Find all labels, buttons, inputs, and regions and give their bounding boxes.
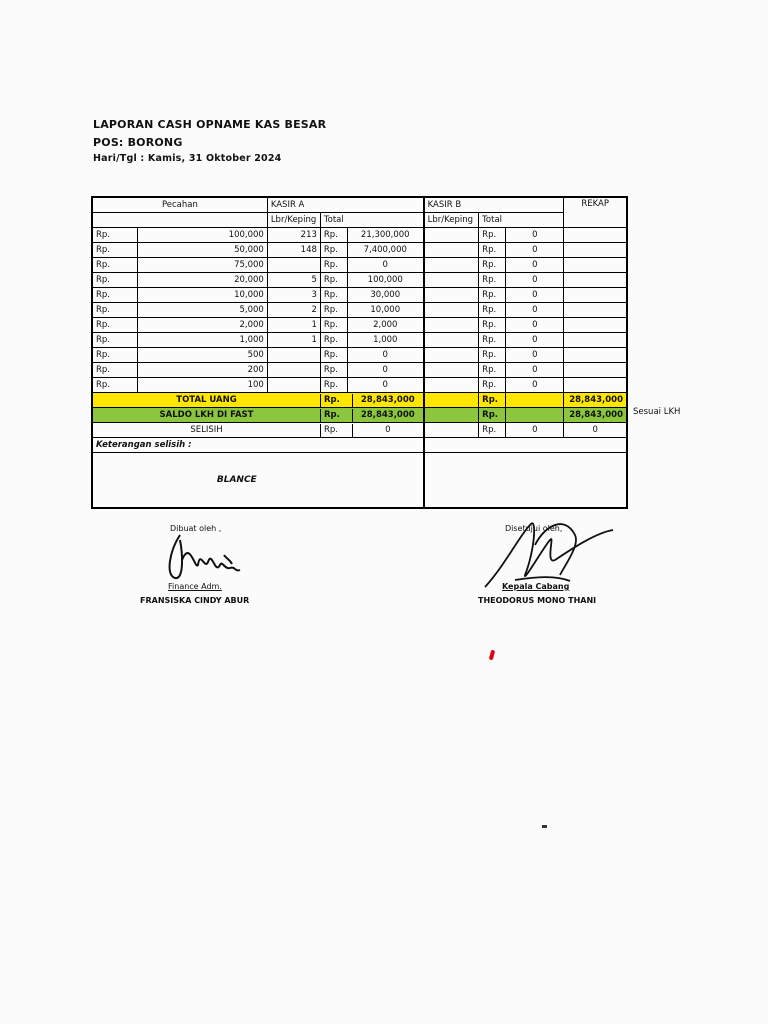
saldo-a: 28,843,000 bbox=[352, 409, 423, 422]
total-uang-rp-a: Rp. bbox=[320, 394, 352, 407]
table-row bbox=[92, 333, 627, 348]
total-a-cell: 21,300,000 bbox=[347, 228, 423, 243]
selisih-label: SELISIH bbox=[190, 424, 223, 435]
selisih-rp-a: Rp. bbox=[320, 424, 352, 437]
qty-a-cell bbox=[267, 363, 320, 378]
total-uang-a: 28,843,000 bbox=[352, 394, 423, 407]
table-row bbox=[92, 318, 627, 333]
rp-a-cell: Rp. bbox=[320, 228, 347, 243]
keterangan-label: Keterangan selisih : bbox=[92, 438, 424, 453]
rp-b-cell: Rp. bbox=[479, 258, 506, 273]
table-row bbox=[92, 378, 627, 393]
saldo-rp-a: Rp. bbox=[320, 409, 352, 422]
currency-cell: Rp. bbox=[92, 333, 137, 348]
table-row bbox=[92, 288, 627, 303]
qty-a-cell: 5 bbox=[267, 273, 320, 288]
rekap-cell bbox=[564, 333, 627, 348]
total-uang-rekap: 28,843,000 bbox=[564, 393, 627, 408]
denomination-cell: 10,000 bbox=[137, 288, 267, 303]
denomination-cell: 500 bbox=[137, 348, 267, 363]
cash-opname-table bbox=[91, 196, 628, 509]
qty-a-cell: 1 bbox=[267, 333, 320, 348]
total-a-cell: 0 bbox=[347, 348, 423, 363]
table-row bbox=[92, 243, 627, 258]
keterangan-right-box bbox=[424, 453, 627, 509]
selisih-blank-b bbox=[424, 423, 479, 438]
currency-cell: Rp. bbox=[92, 243, 137, 258]
currency-cell: Rp. bbox=[92, 363, 137, 378]
rekap-cell bbox=[564, 378, 627, 393]
header-blank bbox=[92, 213, 267, 228]
date-label: Hari/Tgl : Kamis, 31 Oktober 2024 bbox=[93, 153, 282, 164]
qty-a-cell: 3 bbox=[267, 288, 320, 303]
speck bbox=[542, 825, 547, 828]
rekap-cell bbox=[564, 288, 627, 303]
qty-b-cell bbox=[424, 363, 479, 378]
header-kasir-a: KASIR A bbox=[267, 197, 423, 213]
selisih-rp-b: Rp. bbox=[479, 423, 506, 438]
selisih-a: 0 bbox=[352, 424, 423, 437]
total-uang-b bbox=[506, 393, 564, 408]
header-total-b: Total bbox=[479, 213, 564, 228]
currency-cell: Rp. bbox=[92, 303, 137, 318]
total-b-cell: 0 bbox=[506, 348, 564, 363]
total-uang-label: TOTAL UANG bbox=[176, 394, 237, 405]
saldo-blank-b bbox=[424, 408, 479, 423]
rp-b-cell: Rp. bbox=[479, 363, 506, 378]
rp-b-cell: Rp. bbox=[479, 273, 506, 288]
qty-a-cell: 2 bbox=[267, 303, 320, 318]
rp-a-cell: Rp. bbox=[320, 288, 347, 303]
keterangan-value: BLANCE bbox=[92, 453, 424, 509]
rp-a-cell: Rp. bbox=[320, 348, 347, 363]
rp-a-cell: Rp. bbox=[320, 378, 347, 393]
total-b-cell: 0 bbox=[506, 333, 564, 348]
rp-a-cell: Rp. bbox=[320, 303, 347, 318]
total-b-cell: 0 bbox=[506, 243, 564, 258]
qty-b-cell bbox=[424, 258, 479, 273]
total-b-cell: 0 bbox=[506, 228, 564, 243]
header-lbr-a: Lbr/Keping bbox=[267, 213, 320, 228]
qty-a-cell: 1 bbox=[267, 318, 320, 333]
right-sig-caption: Disetujui oleh, bbox=[505, 524, 563, 533]
rp-a-cell: Rp. bbox=[320, 363, 347, 378]
denomination-cell: 50,000 bbox=[137, 243, 267, 258]
report-title: LAPORAN CASH OPNAME KAS BESAR bbox=[93, 118, 327, 131]
qty-a-cell: 213 bbox=[267, 228, 320, 243]
left-sig-name: FRANSISKA CINDY ABUR bbox=[140, 596, 250, 605]
rp-b-cell: Rp. bbox=[479, 303, 506, 318]
currency-cell: Rp. bbox=[92, 258, 137, 273]
rp-a-cell: Rp. bbox=[320, 318, 347, 333]
qty-b-cell bbox=[424, 288, 479, 303]
currency-cell: Rp. bbox=[92, 318, 137, 333]
rp-b-cell: Rp. bbox=[479, 348, 506, 363]
currency-cell: Rp. bbox=[92, 288, 137, 303]
total-b-cell: 0 bbox=[506, 273, 564, 288]
total-a-cell: 7,400,000 bbox=[347, 243, 423, 258]
rp-a-cell: Rp. bbox=[320, 333, 347, 348]
right-sig-role: Kepala Cabang bbox=[502, 582, 570, 591]
table-row bbox=[92, 303, 627, 318]
total-b-cell: 0 bbox=[506, 378, 564, 393]
denomination-cell: 1,000 bbox=[137, 333, 267, 348]
header-rekap: REKAP bbox=[564, 197, 627, 228]
rekap-cell bbox=[564, 363, 627, 378]
qty-a-cell: 148 bbox=[267, 243, 320, 258]
rp-b-cell: Rp. bbox=[479, 243, 506, 258]
table-row bbox=[92, 258, 627, 273]
total-b-cell: 0 bbox=[506, 303, 564, 318]
keterangan-blank bbox=[424, 438, 627, 453]
table-row bbox=[92, 348, 627, 363]
currency-cell: Rp. bbox=[92, 348, 137, 363]
denomination-cell: 2,000 bbox=[137, 318, 267, 333]
denomination-cell: 20,000 bbox=[137, 273, 267, 288]
rekap-cell bbox=[564, 243, 627, 258]
qty-a-cell bbox=[267, 348, 320, 363]
qty-b-cell bbox=[424, 348, 479, 363]
total-a-cell: 100,000 bbox=[347, 273, 423, 288]
rp-a-cell: Rp. bbox=[320, 273, 347, 288]
selisih-rekap: 0 bbox=[564, 423, 627, 438]
denomination-cell: 5,000 bbox=[137, 303, 267, 318]
rekap-cell bbox=[564, 228, 627, 243]
saldo-rekap: 28,843,000 bbox=[564, 408, 627, 423]
total-a-cell: 30,000 bbox=[347, 288, 423, 303]
saldo-label: SALDO LKH DI FAST bbox=[159, 409, 254, 420]
saldo-rp-b: Rp. bbox=[479, 408, 506, 423]
side-note: Sesuai LKH bbox=[633, 407, 681, 417]
rekap-cell bbox=[564, 318, 627, 333]
rp-b-cell: Rp. bbox=[479, 228, 506, 243]
selisih-row bbox=[92, 423, 424, 438]
rekap-cell bbox=[564, 348, 627, 363]
denomination-cell: 75,000 bbox=[137, 258, 267, 273]
rp-b-cell: Rp. bbox=[479, 378, 506, 393]
left-signature bbox=[150, 520, 260, 590]
currency-cell: Rp. bbox=[92, 228, 137, 243]
total-b-cell: 0 bbox=[506, 288, 564, 303]
rekap-cell bbox=[564, 258, 627, 273]
total-b-cell: 0 bbox=[506, 363, 564, 378]
total-uang-blank-b bbox=[424, 393, 479, 408]
rp-a-cell: Rp. bbox=[320, 243, 347, 258]
total-a-cell: 2,000 bbox=[347, 318, 423, 333]
rp-b-cell: Rp. bbox=[479, 318, 506, 333]
left-sig-role: Finance Adm. bbox=[168, 582, 222, 591]
total-a-cell: 1,000 bbox=[347, 333, 423, 348]
table-row bbox=[92, 273, 627, 288]
table-row bbox=[92, 363, 627, 378]
header-total-a: Total bbox=[320, 213, 423, 228]
saldo-row bbox=[92, 408, 424, 423]
red-mark bbox=[489, 650, 495, 661]
rp-b-cell: Rp. bbox=[479, 288, 506, 303]
qty-b-cell bbox=[424, 273, 479, 288]
qty-b-cell bbox=[424, 303, 479, 318]
total-a-cell: 10,000 bbox=[347, 303, 423, 318]
denomination-cell: 100,000 bbox=[137, 228, 267, 243]
pos-label: POS: BORONG bbox=[93, 136, 183, 149]
qty-b-cell bbox=[424, 243, 479, 258]
currency-cell: Rp. bbox=[92, 273, 137, 288]
total-a-cell: 0 bbox=[347, 378, 423, 393]
currency-cell: Rp. bbox=[92, 378, 137, 393]
selisih-b: 0 bbox=[506, 423, 564, 438]
total-a-cell: 0 bbox=[347, 363, 423, 378]
total-uang-row bbox=[92, 393, 424, 408]
qty-a-cell bbox=[267, 378, 320, 393]
header-pecahan: Pecahan bbox=[92, 197, 267, 213]
qty-b-cell bbox=[424, 228, 479, 243]
table-row bbox=[92, 228, 627, 243]
rp-a-cell: Rp. bbox=[320, 258, 347, 273]
qty-b-cell bbox=[424, 333, 479, 348]
left-sig-caption: Dibuat oleh , bbox=[170, 524, 222, 533]
qty-b-cell bbox=[424, 378, 479, 393]
qty-b-cell bbox=[424, 318, 479, 333]
denomination-cell: 200 bbox=[137, 363, 267, 378]
saldo-b bbox=[506, 408, 564, 423]
rp-b-cell: Rp. bbox=[479, 333, 506, 348]
total-b-cell: 0 bbox=[506, 318, 564, 333]
rekap-cell bbox=[564, 303, 627, 318]
total-a-cell: 0 bbox=[347, 258, 423, 273]
header-kasir-b: KASIR B bbox=[424, 197, 564, 213]
total-uang-rp-b: Rp. bbox=[479, 393, 506, 408]
header-lbr-b: Lbr/Keping bbox=[424, 213, 479, 228]
denomination-cell: 100 bbox=[137, 378, 267, 393]
rekap-cell bbox=[564, 273, 627, 288]
qty-a-cell bbox=[267, 258, 320, 273]
right-sig-name: THEODORUS MONO THANI bbox=[478, 596, 597, 605]
total-b-cell: 0 bbox=[506, 258, 564, 273]
